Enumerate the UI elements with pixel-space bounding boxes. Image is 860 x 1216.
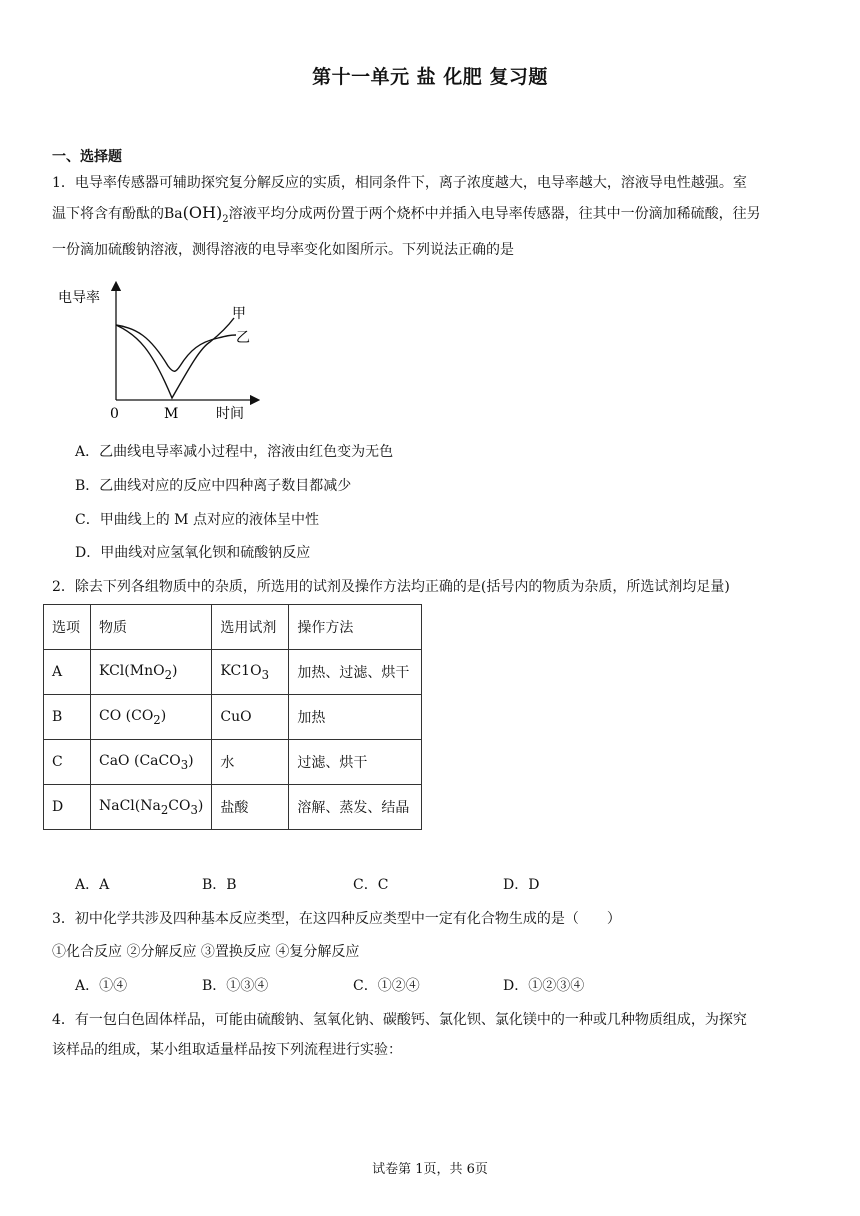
series-label-yi: 乙 xyxy=(236,330,250,346)
table-header-cell: 物质 xyxy=(91,605,212,650)
origin-label: 0 xyxy=(110,406,119,420)
table-cell-option: D xyxy=(44,785,91,830)
question-1-stem xyxy=(52,168,812,265)
table-row xyxy=(44,650,422,695)
table-cell-method: 溶解、蒸发、结晶 xyxy=(289,785,422,830)
question-3-stem: 3．初中化学共涉及四种基本反应类型，在这四种反应类型中一定有化合物生成的是（ ） xyxy=(52,911,621,927)
question-4-stem xyxy=(52,1005,812,1065)
table-cell-method: 加热、过滤、烘干 xyxy=(289,650,422,695)
table-cell-reagent: CuO xyxy=(212,695,289,740)
section-heading: 一、选择题 xyxy=(52,149,122,165)
question-3-answer-a: A．①④ xyxy=(75,978,128,994)
page-footer: 试卷第 1页，共 6页 xyxy=(372,1162,488,1177)
question-1-option-a: A．乙曲线电导率减小过程中，溶液由红色变为无色 xyxy=(75,444,394,460)
table-cell-substance: CO $(CO_2)$ xyxy=(91,695,212,740)
page-title: 第十一单元 盐 化肥 复习题 xyxy=(312,66,548,88)
x-axis-label: 时间 xyxy=(216,406,244,420)
table-cell-option: A xyxy=(44,650,91,695)
question-3-answer-c: C．①②④ xyxy=(353,978,420,994)
table-row xyxy=(44,695,422,740)
question-3-types: ①化合反应 ②分解反应 ③置换反应 ④复分解反应 xyxy=(52,944,360,960)
table-row xyxy=(44,785,422,830)
table-row xyxy=(44,740,422,785)
question-2-answer-c: C．C xyxy=(353,877,389,893)
table-cell-method: 加热 xyxy=(289,695,422,740)
question-1-option-d: D．甲曲线对应氢氧化钡和硫酸钠反应 xyxy=(75,545,311,561)
table-cell-method: 过滤、烘干 xyxy=(289,740,422,785)
question-2-answer-b: B．B xyxy=(202,877,237,893)
question-4-line-2: 该样品的组成，某小组取适量样品按下列流程进行实验： xyxy=(52,1042,402,1058)
table-cell-option: C xyxy=(44,740,91,785)
question-2-stem: 2．除去下列各组物质中的杂质，所选用的试剂及操作方法均正确的是(括号内的物质为杂质，所选试剂均足量) xyxy=(52,579,730,595)
table-cell-reagent: $KC1O_3$ xyxy=(212,650,289,695)
table-cell-substance: $NaCl(Na_2CO_3)$ xyxy=(91,785,212,830)
series-label-jia: 甲 xyxy=(232,306,246,322)
question-4-line-1: 4．有一包白色固体样品，可能由硫酸钠、氢氧化钠、碳酸钙、氯化钡、氯化镁中的一种或几种物质组成，为探究 xyxy=(52,1012,747,1028)
question-2-answer-d: D．D xyxy=(503,877,540,893)
curve-yi xyxy=(116,325,236,371)
question-3-answer-b: B．①③④ xyxy=(202,978,269,994)
table-cell-option: B xyxy=(44,695,91,740)
table-cell-reagent: 盐酸 xyxy=(212,785,289,830)
table-cell-substance: KCl(MnO$_2$) xyxy=(91,650,212,695)
conductivity-chart xyxy=(50,280,260,420)
table-header-cell: 选用试剂 xyxy=(212,605,289,650)
question-1-line-3: 一份滴加硫酸钠溶液，测得溶液的电导率变化如图所示。下列说法正确的是 xyxy=(52,241,514,258)
question-3-answer-d: D．①②③④ xyxy=(503,978,585,994)
y-axis-label: 电导率 xyxy=(58,290,100,306)
table-header-row xyxy=(44,605,422,650)
question-1-line-1: 1．电导率传感器可辅助探究复分解反应的实质，相同条件下，离子浓度越大，电导率越大，溶液导电性越强。室 xyxy=(52,175,747,191)
table-header-cell: 选项 xyxy=(44,605,91,650)
question-2-answer-a: A．A xyxy=(75,877,110,893)
table-cell-reagent: 水 xyxy=(212,740,289,785)
question-1-option-b: B．乙曲线对应的反应中四种离子数目都减少 xyxy=(75,478,352,494)
question-1-line-2: 温下将含有酚酞的$Ba(OH)_2$溶液平均分成两份置于两个烧杯中并插入电导率传感器，往其中一份滴加稀硫酸，往另 xyxy=(52,203,761,225)
table-cell-substance: CaO (CaCO$_3$) xyxy=(91,740,212,785)
formula-ba-oh2: $Ba(OH)_2$ xyxy=(164,203,229,225)
question-2-table xyxy=(43,604,422,830)
table-header-cell: 操作方法 xyxy=(289,605,422,650)
question-1-option-c: C．甲曲线上的 M 点对应的液体呈中性 xyxy=(75,512,319,528)
m-point-label: M xyxy=(164,406,179,420)
